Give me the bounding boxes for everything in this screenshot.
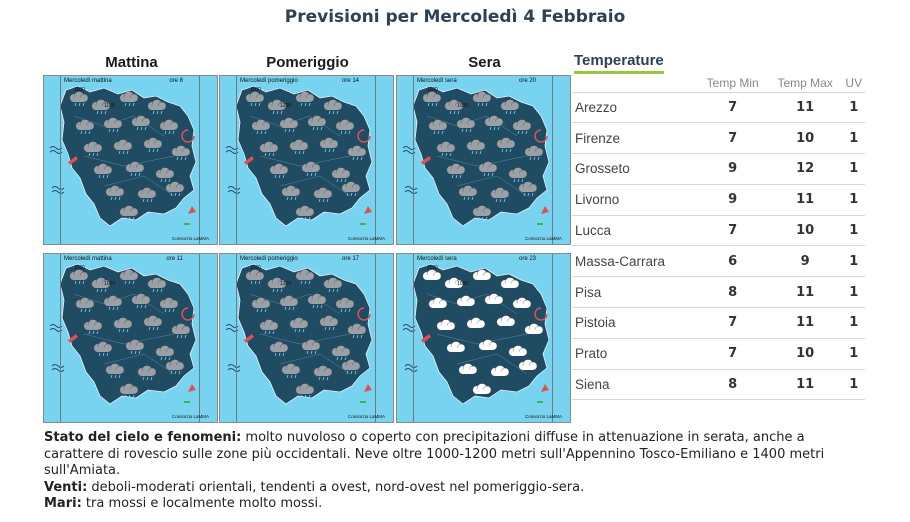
temperature-heading: Temperature — [574, 52, 664, 74]
table-row — [572, 184, 865, 215]
sea-text: tra mossi e localmente molto mossi. — [81, 496, 323, 511]
city-cell: Grosseto — [572, 154, 698, 185]
map-hour: ore 20 — [518, 78, 536, 84]
table-row — [572, 154, 865, 185]
uv-cell: 1 — [842, 277, 865, 308]
wind-label: Venti: — [44, 479, 88, 495]
weather-map[interactable] — [43, 253, 218, 423]
isoline-label: 1100 — [74, 265, 85, 271]
temp-min-cell: 9 — [698, 184, 768, 215]
map-frame — [413, 254, 553, 422]
temp-max-cell: 10 — [768, 123, 843, 154]
isoline-label: 1100 — [427, 265, 438, 271]
column-header-sera: Sera — [468, 54, 501, 71]
table-row — [572, 369, 865, 400]
isoline-label: 1200 — [280, 281, 292, 287]
temp-max-cell: 10 — [768, 338, 843, 369]
wind-text: deboli-moderati orientali, tendenti a ovest, nord-ovest nel pomeriggio-sera. — [87, 479, 585, 495]
temp-min-cell: 6 — [698, 246, 768, 277]
city-cell: Arezzo — [572, 92, 698, 123]
city-cell: Firenze — [572, 123, 698, 154]
map-label: Mercoledì mattina — [64, 256, 112, 262]
weather-map[interactable] — [219, 253, 394, 423]
table-row — [572, 246, 865, 277]
temp-max-cell: 10 — [768, 215, 843, 246]
temp-max-cell: 11 — [768, 369, 843, 400]
table-row — [572, 215, 865, 246]
column-header-pomeriggio: Pomeriggio — [266, 54, 349, 71]
temp-max-cell: 11 — [768, 92, 843, 123]
table-row — [572, 123, 865, 154]
temp-max-cell: 11 — [768, 184, 843, 215]
forecast-text — [44, 430, 864, 513]
isoline-label: 1100 — [74, 87, 85, 93]
weather-map[interactable] — [219, 75, 394, 245]
city-cell: Prato — [572, 338, 698, 369]
map-credit: Consorzio LaMMA — [347, 236, 385, 241]
isoline-label: 1100 — [104, 103, 115, 109]
weather-map[interactable] — [43, 75, 218, 245]
weather-map[interactable] — [396, 75, 571, 245]
temp-min-cell: 8 — [698, 369, 768, 400]
uv-cell: 1 — [842, 215, 865, 246]
table-row — [572, 308, 865, 339]
map-credit: Consorzio LaMMA — [171, 236, 209, 241]
wind-forecast — [44, 480, 864, 497]
isoline-label: 1000 — [104, 281, 116, 287]
isoline-label: 1200 — [280, 103, 292, 109]
sea-forecast — [44, 496, 864, 513]
map-credit: Consorzio LaMMA — [347, 414, 385, 419]
map-credit: Consorzio LaMMA — [524, 236, 562, 241]
temperature-table — [572, 74, 865, 400]
uv-cell: 1 — [842, 154, 865, 185]
map-frame — [413, 76, 553, 244]
uv-cell: 1 — [842, 92, 865, 123]
uv-column-header: UV — [845, 75, 863, 90]
table-row — [572, 277, 865, 308]
city-cell: Pisa — [572, 277, 698, 308]
temp-max-cell: 11 — [768, 308, 843, 339]
map-hour: ore 8 — [169, 78, 183, 84]
map-label: Mercoledì sera — [417, 256, 457, 262]
isoline-label: 1100 — [250, 87, 261, 93]
map-frame — [60, 76, 200, 244]
column-header-mattina: Mattina — [105, 54, 158, 71]
map-label: Mercoledì sera — [417, 78, 457, 84]
map-label: Mercoledì mattina — [64, 78, 112, 84]
city-cell: Lucca — [572, 215, 698, 246]
uv-cell: 1 — [842, 246, 865, 277]
temp-max-cell: 11 — [768, 277, 843, 308]
map-hour: ore 14 — [341, 78, 359, 84]
weather-map[interactable] — [396, 253, 571, 423]
uv-cell: 1 — [842, 369, 865, 400]
uv-cell: 1 — [842, 338, 865, 369]
temp-min-cell: 8 — [698, 277, 768, 308]
map-frame — [236, 254, 376, 422]
city-cell: Siena — [572, 369, 698, 400]
temp-min-cell: 7 — [698, 215, 768, 246]
isoline-label: 1100 — [427, 87, 438, 93]
city-column-header — [572, 74, 698, 92]
temp-min-cell: 9 — [698, 154, 768, 185]
temp-min-cell: 7 — [698, 338, 768, 369]
sea-label: Mari: — [44, 496, 82, 511]
temp-min-cell: 7 — [698, 308, 768, 339]
city-cell: Massa-Carrara — [572, 246, 698, 277]
table-header-row — [572, 74, 865, 92]
table-row — [572, 92, 865, 123]
sky-text: molto nuvoloso o coperto con precipitazioni diffuse in attenuazione in serata, anche a carattere di rovescio sulle zone più occidentali. Neve oltre 1000-1200 metri sull'Appennino Tosco-Emiliano e 1400 metri sull'Amiata. — [44, 430, 825, 478]
temp-max-cell: 12 — [768, 154, 843, 185]
map-hour: ore 11 — [166, 256, 183, 262]
page-title: Previsioni per Mercoledì 4 Febbraio — [284, 7, 626, 27]
map-frame — [60, 254, 200, 422]
isoline-label: 1000 — [457, 103, 469, 109]
temp-min-cell: 7 — [698, 123, 768, 154]
map-label: Mercoledì pomeriggio — [240, 256, 298, 262]
sky-forecast — [44, 430, 864, 480]
table-row — [572, 338, 865, 369]
city-cell: Livorno — [572, 184, 698, 215]
map-hour: ore 17 — [341, 256, 359, 262]
map-hour: ore 23 — [518, 256, 536, 262]
temp-min-column-header: Temp Min — [706, 75, 759, 90]
uv-cell: 1 — [842, 184, 865, 215]
temp-max-column-header: Temp Max — [777, 75, 833, 90]
city-cell: Pistoia — [572, 308, 698, 339]
map-credit: Consorzio LaMMA — [171, 414, 209, 419]
temp-min-cell: 7 — [698, 92, 768, 123]
map-label: Mercoledì pomeriggio — [240, 78, 298, 84]
map-credit: Consorzio LaMMA — [524, 414, 562, 419]
uv-cell: 1 — [842, 123, 865, 154]
isoline-label: 1000 — [457, 281, 469, 287]
map-frame — [236, 76, 376, 244]
sky-label: Stato del cielo e fenomeni: — [44, 430, 242, 445]
uv-cell: 1 — [842, 308, 865, 339]
isoline-label: 1100 — [250, 265, 261, 271]
temp-max-cell: 9 — [768, 246, 843, 277]
